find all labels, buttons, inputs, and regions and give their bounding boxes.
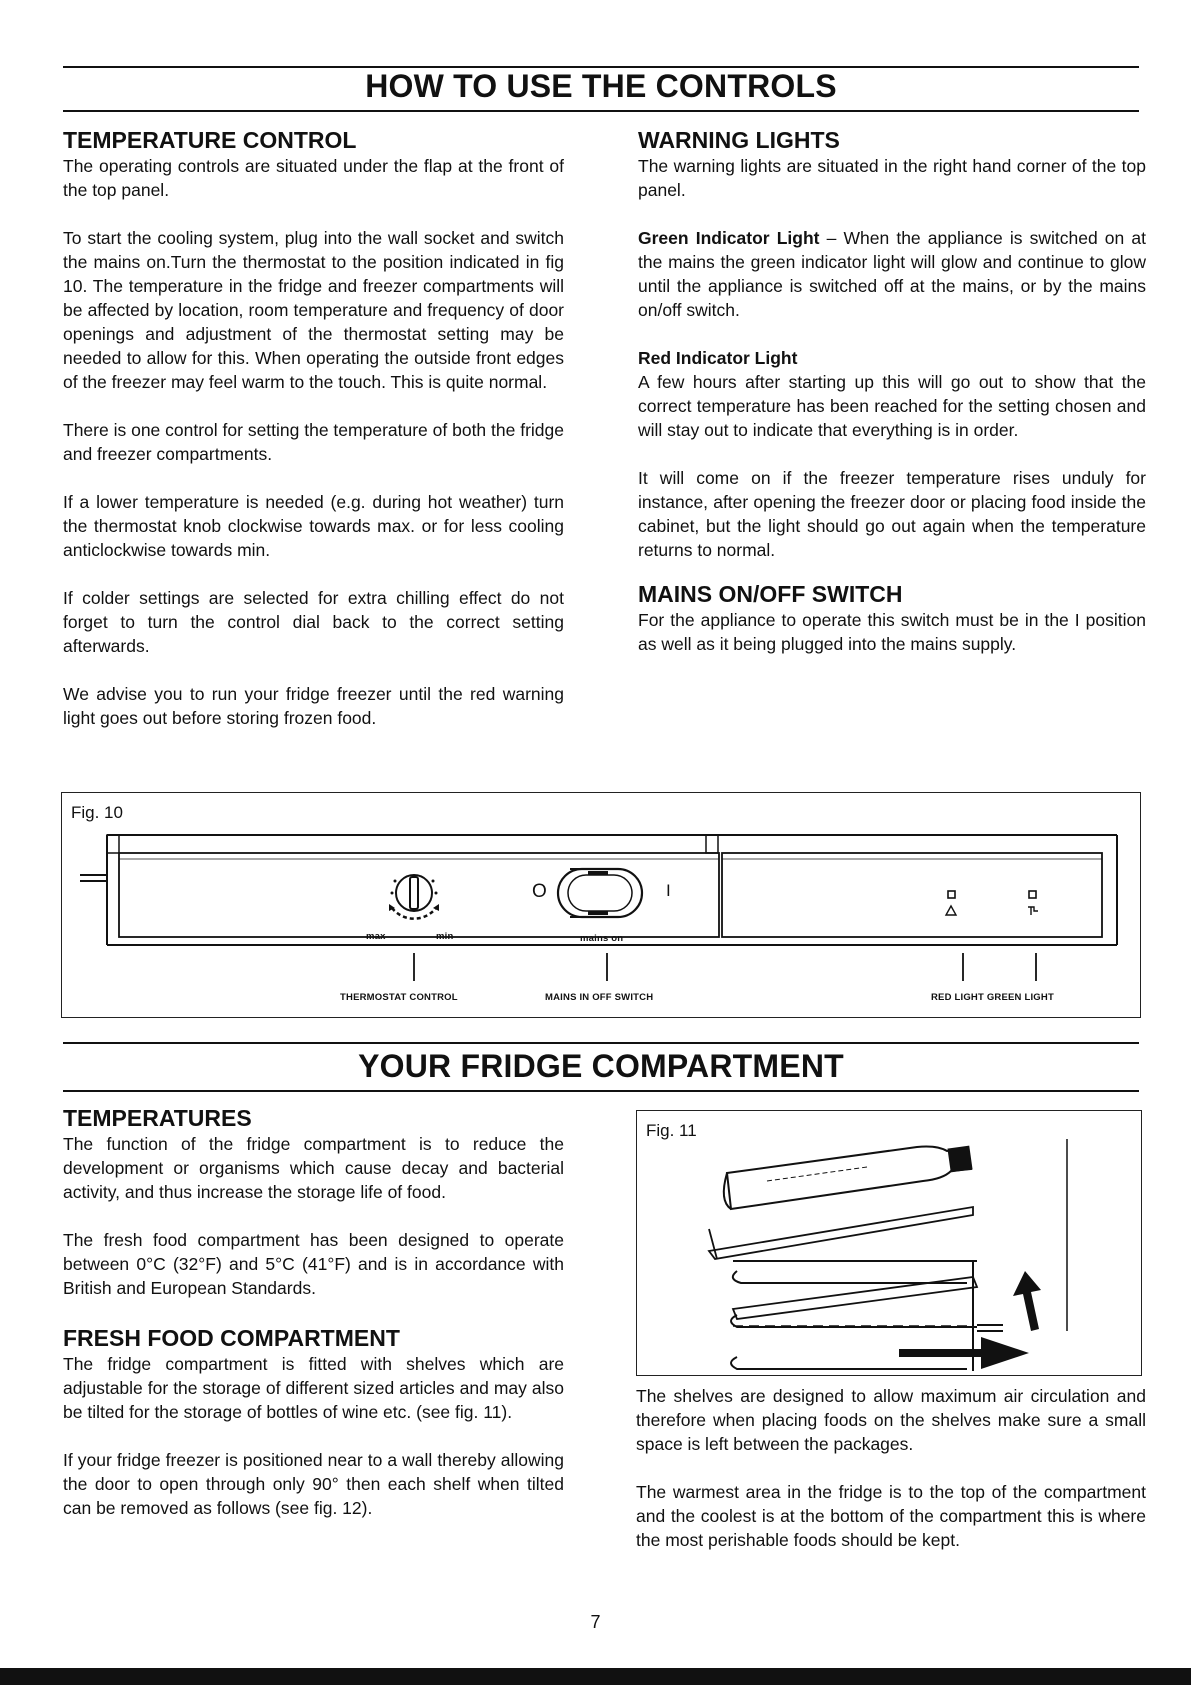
- warning-lights-column: [638, 126, 1146, 680]
- paragraph: The fresh food compartment has been designed to operate between 0°C (32°F) and 5°C (41°F) and is in accordance with British and European Standards.: [63, 1230, 564, 1298]
- switch-caption: mains on: [580, 933, 624, 944]
- paragraph: The warning lights are situated in the right hand corner of the top panel.: [638, 156, 1146, 200]
- mains-switch-heading: MAINS ON/OFF SWITCH: [638, 581, 903, 607]
- mains-switch: [558, 869, 642, 917]
- fridge-right-column: [636, 1384, 1146, 1576]
- paragraph: The warmest area in the fridge is to the top of the compartment and the coolest is at the bottom of the compartment this is where the most perishable foods should be kept.: [636, 1482, 1146, 1550]
- fresh-food-heading: FRESH FOOD COMPARTMENT: [63, 1325, 400, 1351]
- warning-triangle-icon: [946, 906, 956, 915]
- temperatures-heading: TEMPERATURES: [63, 1105, 252, 1131]
- figure-10: [61, 792, 1141, 1018]
- green-light-paragraph: [638, 226, 1146, 322]
- figure-11-label: Fig. 11: [646, 1121, 697, 1140]
- figure-10-label: Fig. 10: [71, 803, 123, 822]
- temperature-control-heading: TEMPERATURE CONTROL: [63, 127, 357, 153]
- tilt-arrow-icon: [1013, 1271, 1041, 1331]
- red-light-label: Red Indicator Light: [638, 348, 798, 368]
- thermostat-dial: [389, 875, 439, 919]
- figure-11: [636, 1110, 1142, 1376]
- slide-arrow-icon: [981, 1337, 1029, 1369]
- paragraph: To start the cooling system, plug into the wall socket and switch the mains on.Turn the thermostat to the position indicated in fig 10. The temperature in the fridge and freezer compartments will be affected by location, room temperature and frequency of door openings and adjustment of the thermostat setting may be needed to allow for this. When operating the outside front edges of the freezer may feel warm to the touch. This is quite normal.: [63, 228, 564, 392]
- page-number: 7: [590, 1612, 601, 1632]
- paragraph: If a lower temperature is needed (e.g. during hot weather) turn the thermostat knob clockwise towards max. or for less cooling anticlockwise towards min.: [63, 492, 564, 560]
- dial-max-label: max: [366, 931, 386, 942]
- paragraph: We advise you to run your fridge freezer until the red warning light goes out before storing frozen food.: [63, 684, 564, 728]
- warning-lights-heading: WARNING LIGHTS: [638, 127, 840, 153]
- green-light-lamp: [1029, 891, 1036, 898]
- section-top-rule: [63, 1042, 1139, 1044]
- section-bottom-rule: [63, 110, 1139, 112]
- paragraph: If your fridge freezer is positioned near to a wall thereby allowing the door to open through only 90° then each shelf when tilted can be removed as follows (see fig. 12).: [63, 1450, 564, 1518]
- paragraph: For the appliance to operate this switch must be in the I position as well as it being plugged into the mains supply.: [638, 610, 1146, 654]
- mains-switch-callout-label: MAINS IN OFF SWITCH: [545, 992, 654, 1003]
- paragraph: The operating controls are situated under the flap at the front of the top panel.: [63, 156, 564, 200]
- dial-min-label: min: [436, 931, 454, 942]
- green-light-label: Green Indicator Light: [638, 228, 820, 248]
- control-panel-drawing: [62, 793, 1140, 1017]
- section-bottom-rule: [63, 1090, 1139, 1092]
- section-title-fridge: YOUR FRIDGE COMPARTMENT: [358, 1048, 844, 1084]
- switch-on-symbol: I: [666, 881, 671, 900]
- temperature-control-column: [63, 126, 564, 754]
- fridge-left-column: [63, 1104, 564, 1544]
- wine-bottle: [724, 1146, 973, 1209]
- switch-off-symbol: O: [532, 881, 547, 902]
- paragraph: If colder settings are selected for extra chilling effect do not forget to turn the control dial back to the correct setting afterwards.: [63, 588, 564, 656]
- scan-edge-strip: [0, 1668, 1191, 1685]
- green-light-text: – When the appliance is switched on at the mains the green indicator light will glow and continue to glow until the appliance is switched off at the mains, or by the mains on/off switch.: [638, 228, 1146, 320]
- plug-symbol-icon: [1028, 907, 1038, 915]
- paragraph: The shelves are designed to allow maximum air circulation and therefore when placing foods on the shelves make sure a small space is left between the packages.: [636, 1386, 1146, 1454]
- paragraph: There is one control for setting the temperature of both the fridge and freezer compartments.: [63, 420, 564, 464]
- lights-callout-label: RED LIGHT GREEN LIGHT: [931, 992, 1054, 1003]
- paragraph: The fridge compartment is fitted with shelves which are adjustable for the storage of different sized articles and may also be tilted for the storage of bottles of wine etc. (see fig. 11).: [63, 1354, 564, 1422]
- red-light-lamp: [948, 891, 955, 898]
- paragraph: It will come on if the freezer temperature rises unduly for instance, after opening the freezer door or placing food inside the cabinet, but the light should go out again when the temperature returns to normal.: [638, 468, 1146, 560]
- shelf-tilt-drawing: [637, 1111, 1141, 1375]
- section-title-controls: HOW TO USE THE CONTROLS: [365, 68, 837, 104]
- paragraph: The function of the fridge compartment is to reduce the development or organisms which cause decay and bacterial activity, and thus increase the storage life of food.: [63, 1134, 564, 1202]
- thermostat-callout-label: THERMOSTAT CONTROL: [340, 992, 458, 1003]
- paragraph: A few hours after starting up this will go out to show that the correct temperature has been reached for the setting chosen and will stay out to indicate that everything is in order.: [638, 372, 1146, 440]
